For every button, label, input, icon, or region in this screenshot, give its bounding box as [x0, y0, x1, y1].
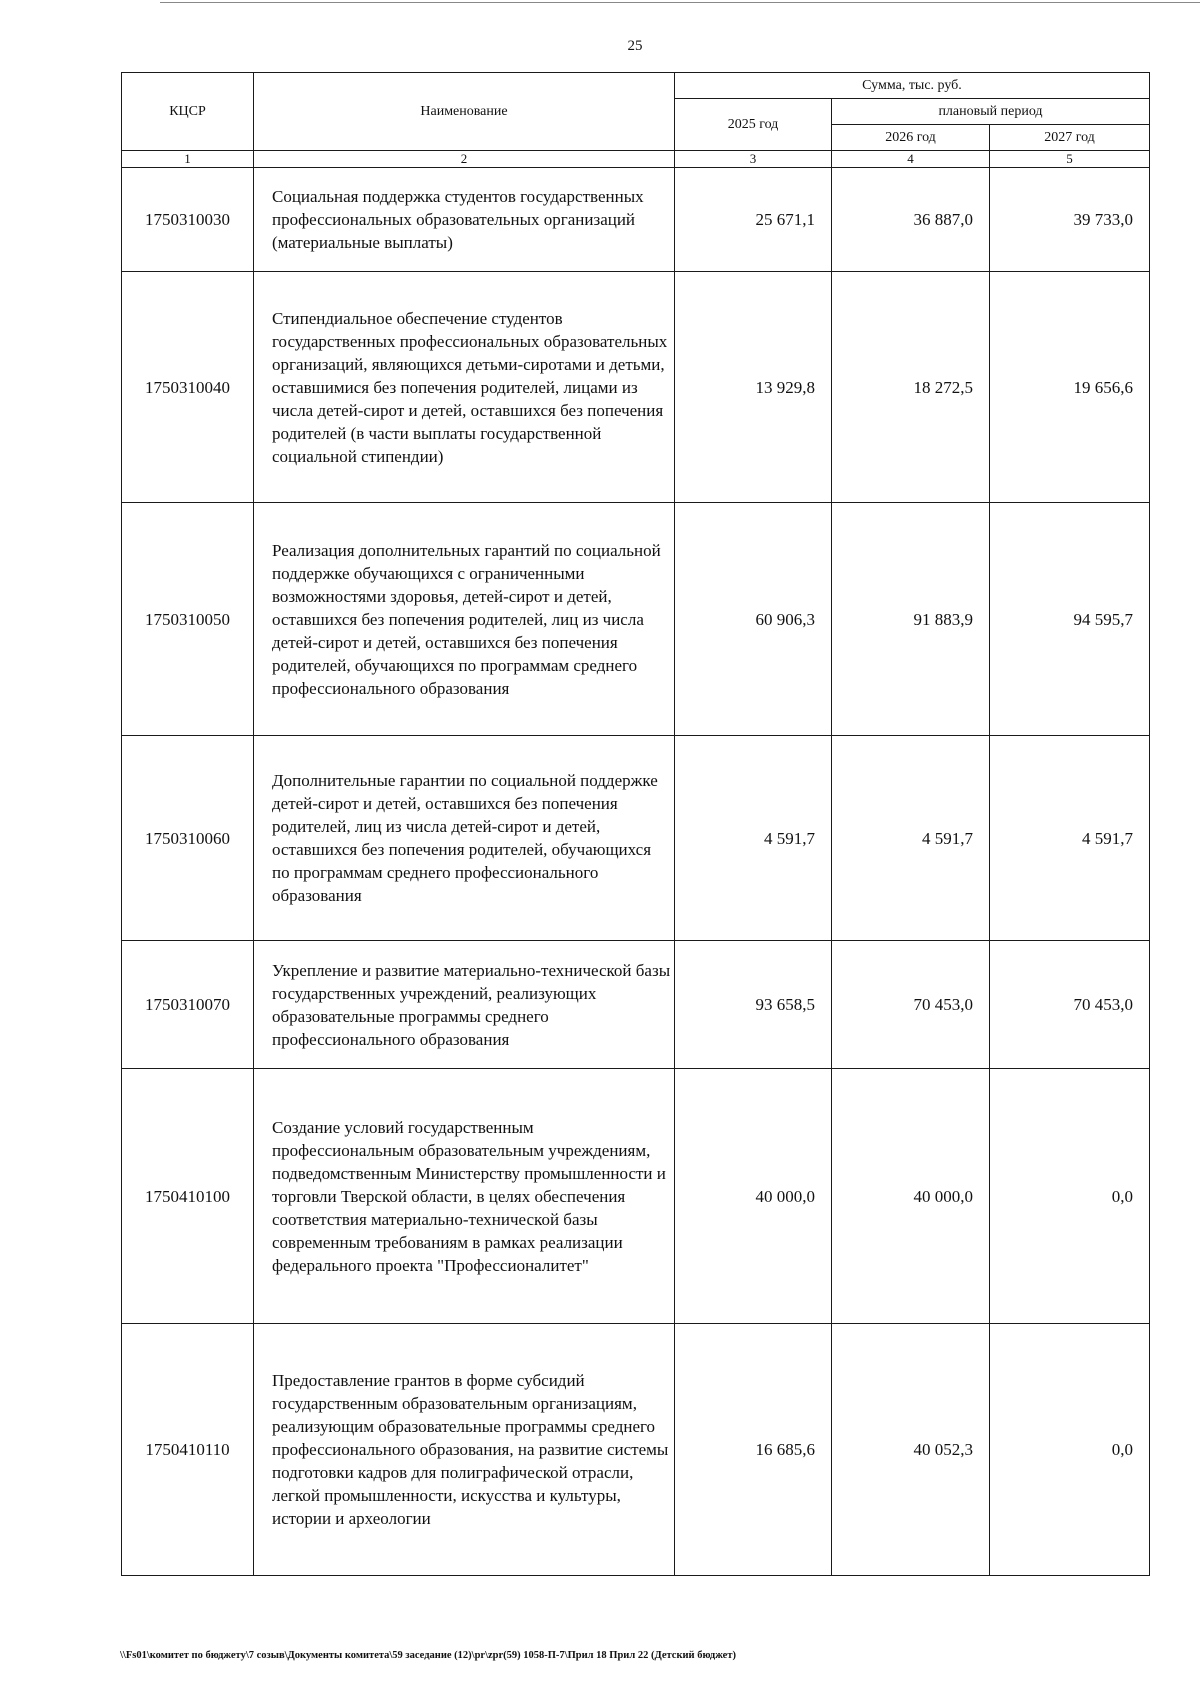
- table-row: [122, 503, 1150, 736]
- scan-top-edge-line: [160, 2, 1200, 3]
- row-code: 1750310030: [122, 168, 254, 272]
- page-number: 25: [627, 38, 643, 54]
- table-row: [122, 736, 1150, 941]
- column-number: 3: [675, 151, 832, 168]
- header-name: Наименование: [254, 73, 675, 151]
- row-value-2026: 36 887,0: [832, 168, 990, 272]
- row-value-2025: 40 000,0: [675, 1069, 832, 1324]
- column-number: 2: [254, 151, 675, 168]
- table-row: [122, 1069, 1150, 1324]
- header-year-2025: 2025 год: [675, 99, 832, 151]
- row-name: Укрепление и развитие материально-технической базы государственных учреждений, реализующих образовательные программы среднего профессионального образования: [254, 941, 675, 1069]
- header-planning-period: плановый период: [832, 99, 1150, 125]
- table-row: [122, 1324, 1150, 1576]
- table-row: [122, 168, 1150, 272]
- row-name: Дополнительные гарантии по социальной поддержке детей-сирот и детей, оставшихся без попечения родителей, лиц из числа детей-сирот и детей, оставшихся без попечения родителей, обучающихся по программам среднего профессионального образования: [254, 736, 675, 941]
- row-code: 1750310040: [122, 272, 254, 503]
- row-name: Стипендиальное обеспечение студентов государственных профессиональных образовательных организаций, являющихся детьми-сиротами и детьми, оставшимися без попечения родителей, лицами из числа детей-сирот и детей, оставшихся без попечения родителей (в части выплаты государственной социальной стипендии): [254, 272, 675, 503]
- column-number: 5: [990, 151, 1150, 168]
- row-value-2027: 19 656,6: [990, 272, 1150, 503]
- row-name: Социальная поддержка студентов государственных профессиональных образовательных организаций (материальные выплаты): [254, 168, 675, 272]
- row-code: 1750310070: [122, 941, 254, 1069]
- column-number: 1: [122, 151, 254, 168]
- row-value-2026: 4 591,7: [832, 736, 990, 941]
- row-value-2026: 40 052,3: [832, 1324, 990, 1576]
- row-value-2025: 93 658,5: [675, 941, 832, 1069]
- row-name: Создание условий государственным профессиональным образовательным учреждениям, подведомственным Министерству промышленности и торговли Тверской области, в целях обеспечения соответствия материально-технической базы современным требованиям в рамках реализации федерального проекта "Профессионалитет": [254, 1069, 675, 1324]
- row-name: Предоставление грантов в форме субсидий государственным образовательным организациям, реализующим образовательные программы среднего профессионального образования, на развитие системы подготовки кадров для полиграфической отрасли, легкой промышленности, искусства и культуры, истории и археологии: [254, 1324, 675, 1576]
- row-value-2027: 0,0: [990, 1324, 1150, 1576]
- row-value-2027: 94 595,7: [990, 503, 1150, 736]
- row-value-2026: 40 000,0: [832, 1069, 990, 1324]
- row-value-2027: 4 591,7: [990, 736, 1150, 941]
- header-year-2026: 2026 год: [832, 125, 990, 151]
- row-value-2025: 13 929,8: [675, 272, 832, 503]
- row-value-2025: 25 671,1: [675, 168, 832, 272]
- row-name: Реализация дополнительных гарантий по социальной поддержке обучающихся с ограниченными возможностями здоровья, детей-сирот и детей, оставшихся без попечения родителей, лиц из числа детей-сирот и детей, оставшихся без попечения родителей, обучающихся по программам среднего профессионального образования: [254, 503, 675, 736]
- row-code: 1750310050: [122, 503, 254, 736]
- row-value-2025: 16 685,6: [675, 1324, 832, 1576]
- row-value-2027: 0,0: [990, 1069, 1150, 1324]
- header-code: КЦСР: [122, 73, 254, 151]
- row-value-2027: 70 453,0: [990, 941, 1150, 1069]
- header-sum: Сумма, тыс. руб.: [675, 73, 1150, 99]
- row-code: 1750410110: [122, 1324, 254, 1576]
- table-row: [122, 941, 1150, 1069]
- footer-file-path: \\Fs01\комитет по бюджету\7 созыв\Документы комитета\59 заседание (12)\pr\zpr(59) 1058-П-7\Прил 18 Прил 22 (Детский бюджет): [120, 1650, 736, 1661]
- row-value-2027: 39 733,0: [990, 168, 1150, 272]
- row-code: 1750410100: [122, 1069, 254, 1324]
- row-value-2026: 91 883,9: [832, 503, 990, 736]
- row-value-2025: 60 906,3: [675, 503, 832, 736]
- budget-table: [121, 72, 1150, 1576]
- header-year-2027: 2027 год: [990, 125, 1150, 151]
- row-value-2026: 70 453,0: [832, 941, 990, 1069]
- column-number: 4: [832, 151, 990, 168]
- table-row: [122, 272, 1150, 503]
- row-value-2025: 4 591,7: [675, 736, 832, 941]
- row-code: 1750310060: [122, 736, 254, 941]
- row-value-2026: 18 272,5: [832, 272, 990, 503]
